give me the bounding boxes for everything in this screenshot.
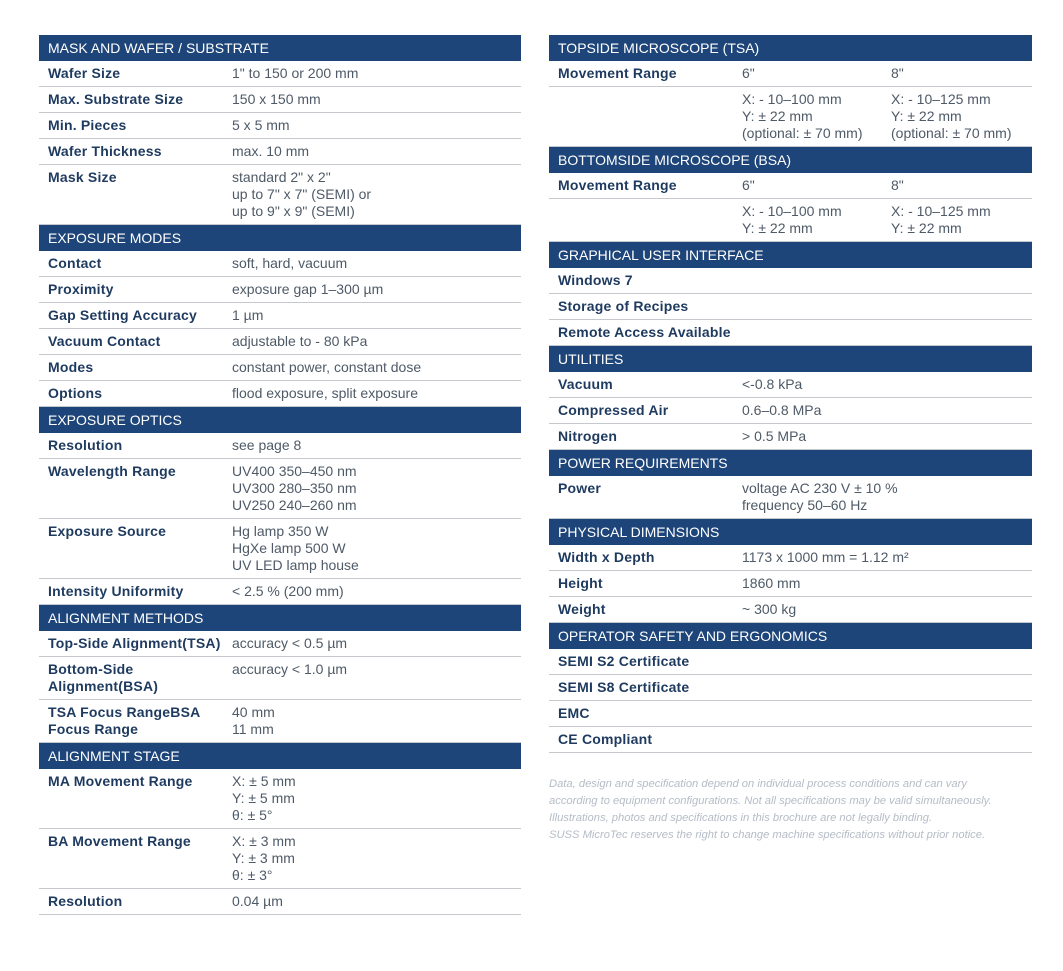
cell-line: Modes xyxy=(48,359,94,375)
spec-label xyxy=(39,583,232,600)
cell-line: Y: ± 22 mm xyxy=(891,108,962,124)
cell-line: Y: ± 22 mm xyxy=(891,220,962,236)
cell-line: 6" xyxy=(742,177,755,193)
spec-label xyxy=(39,91,232,108)
spec-label xyxy=(39,143,232,160)
spec-row xyxy=(39,579,521,605)
spec-value xyxy=(742,601,796,618)
cell-line: Bottom-Side Alignment xyxy=(48,661,134,694)
spec-row xyxy=(549,424,1032,450)
cell-line: (TSA) xyxy=(182,635,221,651)
spec-label xyxy=(39,281,232,298)
spec-label xyxy=(39,463,232,514)
cell-line: voltage AC 230 V ± 10 % xyxy=(742,480,898,496)
cell-line: X: ± 3 mm xyxy=(232,833,296,849)
spec-label xyxy=(39,704,232,738)
cell-line: Resolution xyxy=(48,893,123,909)
cell-line: Exposure Source xyxy=(48,523,167,539)
section-header-alignment-methods: ALIGNMENT METHODS xyxy=(39,605,521,631)
cell-line: constant power, constant dose xyxy=(232,359,422,375)
cell-line: SEMI S2 Certificate xyxy=(558,653,690,669)
cell-line: Options xyxy=(48,385,103,401)
spec-value xyxy=(232,333,367,350)
cell-line: UV250 240–260 nm xyxy=(232,497,357,513)
cell-line: θ: ± 5° xyxy=(232,807,273,823)
cell-line: 5 x 5 mm xyxy=(232,117,290,133)
spec-row xyxy=(39,251,521,277)
cell-line: UV LED lamp house xyxy=(232,557,359,573)
spec-row xyxy=(549,675,1032,701)
spec-row xyxy=(39,277,521,303)
section-header-graphical-user-interface: GRAPHICAL USER INTERFACE xyxy=(549,242,1032,268)
spec-value-6-inch xyxy=(742,65,891,82)
spec-row xyxy=(549,476,1032,519)
disclaimer-text xyxy=(549,776,1049,844)
cell-line: CE Compliant xyxy=(558,731,653,747)
cell-line: Top-Side Alignment xyxy=(48,635,183,651)
cell-line: Max. Substrate Size xyxy=(48,91,184,107)
cell-line: max. 10 mm xyxy=(232,143,310,159)
spec-label xyxy=(549,91,742,142)
cell-line: soft, hard, vacuum xyxy=(232,255,348,271)
cell-line: <-0.8 kPa xyxy=(742,376,803,392)
spec-value-8-inch xyxy=(891,65,1031,82)
cell-line: MA Movement Range xyxy=(48,773,193,789)
cell-line: 8" xyxy=(891,65,904,81)
cell-line: EMC xyxy=(558,705,590,721)
spec-value xyxy=(742,575,800,592)
spec-value xyxy=(232,307,263,324)
cell-line: accuracy < 1.0 µm xyxy=(232,661,348,677)
section-header-utilities: UTILITIES xyxy=(549,346,1032,372)
cell-line: (optional: ± 70 mm) xyxy=(742,125,863,141)
spec-label xyxy=(549,272,742,289)
spec-label xyxy=(549,653,742,670)
cell-line: Y: ± 22 mm xyxy=(742,220,813,236)
spec-label xyxy=(549,575,742,592)
spec-value xyxy=(232,833,296,884)
cell-line: adjustable to - 80 kPa xyxy=(232,333,368,349)
cell-line: Compressed Air xyxy=(558,402,669,418)
cell-line: Nitrogen xyxy=(558,428,618,444)
spec-row xyxy=(39,700,521,743)
spec-row xyxy=(549,701,1032,727)
section-header-exposure-modes: EXPOSURE MODES xyxy=(39,225,521,251)
cell-line: Intensity Uniformity xyxy=(48,583,184,599)
cell-line: Movement Range xyxy=(558,65,677,81)
cell-line: X: - 10–125 mm xyxy=(891,91,991,107)
spec-value-6-inch xyxy=(742,203,891,237)
spec-value xyxy=(742,480,898,514)
right-spec-column xyxy=(549,35,1032,753)
spec-row xyxy=(39,657,521,700)
spec-value xyxy=(232,65,358,82)
spec-value xyxy=(232,169,371,220)
cell-line: 1 µm xyxy=(232,307,264,323)
spec-value-8-inch xyxy=(891,203,1031,237)
section-header-physical-dimensions: PHYSICAL DIMENSIONS xyxy=(549,519,1032,545)
cell-line: X: - 10–100 mm xyxy=(742,91,842,107)
cell-line: 0.6–0.8 MPa xyxy=(742,402,822,418)
cell-line: 150 x 150 mm xyxy=(232,91,321,107)
cell-line: Wafer Size xyxy=(48,65,121,81)
cell-line: frequency 50–60 Hz xyxy=(742,497,868,513)
cell-line: (optional: ± 70 mm) xyxy=(891,125,1012,141)
cell-line: Windows 7 xyxy=(558,272,633,288)
cell-line: Vacuum Contact xyxy=(48,333,161,349)
cell-line: Resolution xyxy=(48,437,123,453)
spec-row xyxy=(39,165,521,225)
spec-row xyxy=(39,139,521,165)
disclaimer-line: SUSS MicroTec reserves the right to change machine specifications without prior notice. xyxy=(549,829,986,841)
cell-line: Width x Depth xyxy=(558,549,655,565)
spec-value-6-inch xyxy=(742,91,891,142)
cell-line: < 2.5 % (200 mm) xyxy=(232,583,344,599)
cell-line: exposure gap 1–300 µm xyxy=(232,281,384,297)
cell-line: 11 mm xyxy=(232,721,274,737)
cell-line: Wavelength Range xyxy=(48,463,176,479)
spec-label xyxy=(549,203,742,237)
spec-row xyxy=(549,545,1032,571)
cell-line: Storage of Recipes xyxy=(558,298,689,314)
spec-row xyxy=(549,571,1032,597)
cell-line: up to 9" x 9" (SEMI) xyxy=(232,203,355,219)
cell-line: X: - 10–125 mm xyxy=(891,203,991,219)
spec-label xyxy=(549,705,742,722)
cell-line: 0.04 µm xyxy=(232,893,283,909)
cell-line: Remote Access Available xyxy=(558,324,731,340)
spec-label xyxy=(549,298,742,315)
spec-label xyxy=(39,635,232,652)
cell-line: Vacuum xyxy=(558,376,613,392)
cell-line: UV300 280–350 nm xyxy=(232,480,357,496)
cell-line: TSA Focus Range xyxy=(48,704,171,720)
cell-line: Height xyxy=(558,575,603,591)
spec-value xyxy=(232,463,357,514)
cell-line: 1173 x 1000 mm = 1.12 m² xyxy=(742,549,909,565)
spec-row xyxy=(549,61,1032,87)
spec-row xyxy=(549,398,1032,424)
spec-value xyxy=(742,549,909,566)
cell-line: accuracy < 0.5 µm xyxy=(232,635,348,651)
spec-label xyxy=(549,679,742,696)
spec-row xyxy=(39,61,521,87)
spec-row xyxy=(39,459,521,519)
spec-row xyxy=(39,519,521,579)
spec-label xyxy=(549,324,742,341)
spec-label xyxy=(39,117,232,134)
spec-label xyxy=(39,333,232,350)
cell-line: up to 7" x 7" (SEMI) or xyxy=(232,186,372,202)
spec-label xyxy=(549,601,742,618)
cell-line: X: - 10–100 mm xyxy=(742,203,842,219)
cell-line: X: ± 5 mm xyxy=(232,773,296,789)
spec-label xyxy=(39,359,232,376)
spec-label xyxy=(39,833,232,884)
spec-row xyxy=(39,769,521,829)
spec-label xyxy=(549,177,742,194)
spec-label xyxy=(39,307,232,324)
spec-label xyxy=(549,549,742,566)
spec-label xyxy=(39,893,232,910)
cell-line: Movement Range xyxy=(558,177,677,193)
cell-line: UV400 350–450 nm xyxy=(232,463,357,479)
spec-value-8-inch xyxy=(891,91,1031,142)
spec-row xyxy=(39,889,521,915)
cell-line: Contact xyxy=(48,255,102,271)
disclaimer-line: according to equipment configurations. Not all specifications may be valid simultaneously. xyxy=(549,795,992,807)
spec-row xyxy=(39,381,521,407)
spec-value xyxy=(232,661,347,695)
cell-line: ~ 300 kg xyxy=(742,601,797,617)
spec-value xyxy=(232,635,347,652)
spec-value xyxy=(232,255,347,272)
cell-line: 40 mm xyxy=(232,704,275,720)
spec-value xyxy=(232,437,301,454)
spec-row xyxy=(549,320,1032,346)
spec-row xyxy=(39,433,521,459)
section-header-exposure-optics: EXPOSURE OPTICS xyxy=(39,407,521,433)
cell-line: Power xyxy=(558,480,602,496)
section-header-power-requirements: POWER REQUIREMENTS xyxy=(549,450,1032,476)
spec-row xyxy=(39,829,521,889)
spec-value xyxy=(742,376,802,393)
spec-row xyxy=(549,199,1032,242)
cell-line: 8" xyxy=(891,177,904,193)
spec-label xyxy=(39,169,232,220)
spec-row xyxy=(549,372,1032,398)
spec-row xyxy=(549,173,1032,199)
spec-value xyxy=(232,117,290,134)
disclaimer-line: Data, design and specification depend on individual process conditions and can vary xyxy=(549,778,967,790)
spec-label xyxy=(39,65,232,82)
spec-value xyxy=(232,281,383,298)
spec-value-6-inch xyxy=(742,177,891,194)
spec-value xyxy=(232,893,283,910)
spec-label xyxy=(549,402,742,419)
cell-line: Y: ± 5 mm xyxy=(232,790,295,806)
spec-value xyxy=(232,773,296,824)
spec-label xyxy=(549,731,742,748)
cell-line: θ: ± 3° xyxy=(232,867,273,883)
spec-row xyxy=(549,649,1032,675)
spec-value xyxy=(742,402,821,419)
spec-row xyxy=(549,727,1032,753)
cell-line: BA Movement Range xyxy=(48,833,191,849)
spec-label xyxy=(549,480,742,514)
spec-label xyxy=(549,376,742,393)
cell-line: flood exposure, split exposure xyxy=(232,385,418,401)
spec-value xyxy=(232,704,275,738)
spec-row xyxy=(549,294,1032,320)
cell-line: Weight xyxy=(558,601,606,617)
cell-line: Gap Setting Accuracy xyxy=(48,307,197,323)
cell-line: 1" to 150 or 200 mm xyxy=(232,65,359,81)
cell-line: 1860 mm xyxy=(742,575,801,591)
spec-row xyxy=(39,303,521,329)
spec-row xyxy=(549,597,1032,623)
spec-label xyxy=(39,661,232,695)
cell-line: (BSA) xyxy=(118,678,159,694)
cell-line: SEMI S8 Certificate xyxy=(558,679,690,695)
spec-value-8-inch xyxy=(891,177,1031,194)
spec-value xyxy=(742,428,806,445)
spec-label xyxy=(39,437,232,454)
cell-line: BSA Focus Range xyxy=(48,704,200,737)
cell-line: Min. Pieces xyxy=(48,117,127,133)
cell-line: Y: ± 22 mm xyxy=(742,108,813,124)
spec-label xyxy=(549,65,742,82)
spec-row xyxy=(549,87,1032,147)
spec-value xyxy=(232,385,418,402)
cell-line: Hg lamp 350 W xyxy=(232,523,329,539)
section-header-alignment-stage: ALIGNMENT STAGE xyxy=(39,743,521,769)
spec-row xyxy=(39,113,521,139)
spec-label xyxy=(39,523,232,574)
cell-line: Mask Size xyxy=(48,169,117,185)
spec-row xyxy=(39,87,521,113)
cell-line: see page 8 xyxy=(232,437,302,453)
cell-line: > 0.5 MPa xyxy=(742,428,807,444)
cell-line: Y: ± 3 mm xyxy=(232,850,295,866)
spec-value xyxy=(232,583,344,600)
spec-label xyxy=(39,385,232,402)
cell-line: 6" xyxy=(742,65,755,81)
spec-row xyxy=(39,631,521,657)
disclaimer-line: Illustrations, photos and specifications in this brochure are not legally binding. xyxy=(549,812,933,824)
left-spec-column xyxy=(39,35,521,915)
section-header-mask-and-wafer-substrate: MASK AND WAFER / SUBSTRATE xyxy=(39,35,521,61)
cell-line: Wafer Thickness xyxy=(48,143,162,159)
spec-row xyxy=(39,329,521,355)
cell-line: Proximity xyxy=(48,281,114,297)
section-header-bottomside-microscope-bsa: BOTTOMSIDE MICROSCOPE (BSA) xyxy=(549,147,1032,173)
spec-value xyxy=(232,91,321,108)
cell-line: standard 2" x 2" xyxy=(232,169,331,185)
section-header-topside-microscope-tsa: TOPSIDE MICROSCOPE (TSA) xyxy=(549,35,1032,61)
cell-line: HgXe lamp 500 W xyxy=(232,540,346,556)
section-header-operator-safety-and-ergonomics: OPERATOR SAFETY AND ERGONOMICS xyxy=(549,623,1032,649)
spec-row xyxy=(549,268,1032,294)
spec-label xyxy=(39,773,232,824)
spec-value xyxy=(232,523,359,574)
spec-label xyxy=(39,255,232,272)
spec-value xyxy=(232,359,421,376)
spec-row xyxy=(39,355,521,381)
spec-value xyxy=(232,143,309,160)
spec-label xyxy=(549,428,742,445)
